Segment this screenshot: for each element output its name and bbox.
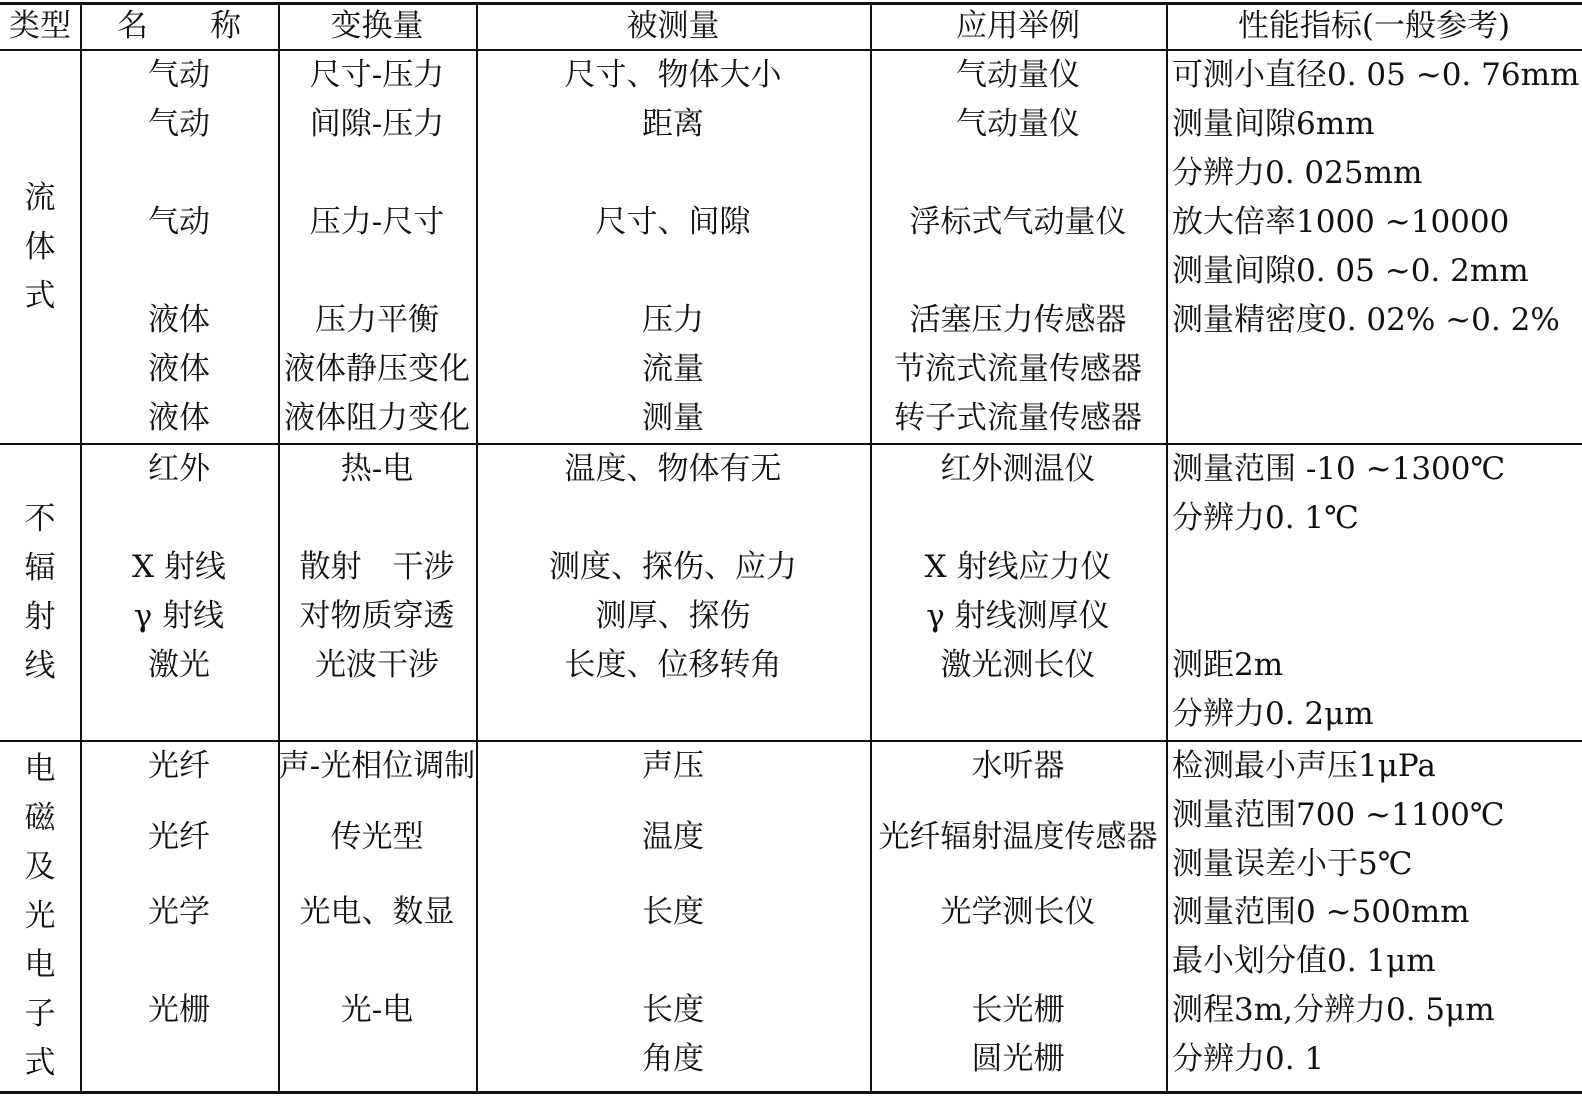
cell-performance: 分辨力0. 2μm (1172, 696, 1374, 732)
cell-name: 光栅 (148, 992, 210, 1028)
cell-transform: 热-电 (340, 451, 414, 487)
col-divider-5 (1166, 2, 1168, 1094)
cell-transform: 压力平衡 (315, 302, 439, 338)
cell-measured: 测厚、探伤 (595, 598, 751, 634)
cell-transform: 声-光相位调制 (278, 748, 476, 784)
cell-example: 光纤辐射温度传感器 (878, 819, 1158, 855)
cell-transform: 对物质穿透 (299, 598, 455, 634)
cell-name: γ 射线 (133, 598, 225, 634)
type-label-char: 线 (24, 647, 56, 684)
cell-example: γ 射线测厚仪 (926, 598, 1110, 634)
cell-name: 液体 (148, 302, 210, 338)
cell-measured: 压力 (642, 302, 704, 338)
type-label-char: 及 (24, 849, 56, 885)
cell-measured: 测度、探伤、应力 (549, 549, 797, 585)
cell-name: 光纤 (148, 819, 210, 855)
type-label-char: 子 (24, 996, 56, 1032)
cell-example: 转子式流量传感器 (894, 400, 1142, 436)
cell-performance: 测量间隙6mm (1172, 106, 1375, 142)
cell-performance: 测量范围700 ~1100℃ (1172, 797, 1505, 833)
cell-performance: 测距2m (1172, 647, 1284, 683)
type-label-char: 电 (24, 947, 56, 983)
cell-transform: 光-电 (340, 992, 414, 1028)
cell-name: 光纤 (148, 748, 210, 784)
cell-measured: 流量 (642, 351, 704, 387)
cell-example: 活塞压力传感器 (909, 302, 1127, 338)
cell-performance: 测量范围 -10 ~1300℃ (1172, 451, 1506, 487)
type-label-char: 体 (24, 228, 56, 265)
cell-performance: 可测小直径0. 05 ~0. 76mm (1172, 57, 1580, 93)
header-measured: 被测量 (626, 8, 720, 44)
cell-example: 气动量仪 (956, 106, 1080, 142)
cell-name: 液体 (148, 400, 210, 436)
cell-performance: 测量间隙0. 05 ~0. 2mm (1172, 253, 1529, 289)
cell-example: 节流式流量传感器 (894, 351, 1142, 387)
cell-performance: 检测最小声压1μPa (1172, 748, 1436, 784)
cell-measured: 距离 (642, 106, 704, 142)
cell-transform: 散射 干涉 (299, 549, 455, 585)
cell-example: 长光栅 (971, 992, 1065, 1028)
cell-example: 气动量仪 (956, 57, 1080, 93)
header-example: 应用举例 (956, 8, 1080, 44)
cell-example: 光学测长仪 (940, 894, 1096, 930)
cell-measured: 温度、物体有无 (564, 451, 782, 487)
cell-name: 气动 (148, 204, 210, 240)
cell-measured: 长度、位移转角 (564, 647, 782, 683)
cell-name: 气动 (148, 57, 210, 93)
cell-transform: 光波干涉 (315, 647, 439, 683)
cell-performance: 最小划分值0. 1μm (1172, 943, 1436, 979)
cell-example: X 射线应力仪 (924, 549, 1112, 585)
cell-example: 红外测温仪 (940, 451, 1096, 487)
header-type: 类型 (9, 8, 71, 44)
header-transform: 变换量 (330, 8, 424, 44)
type-label-char: 式 (24, 1045, 56, 1081)
cell-measured: 温度 (642, 819, 704, 855)
cell-transform: 尺寸-压力 (309, 57, 445, 93)
cell-name: 红外 (148, 451, 210, 487)
type-label-char: 不 (24, 500, 56, 537)
cell-example: 圆光栅 (971, 1041, 1065, 1077)
cell-name: 激光 (148, 647, 210, 683)
cell-measured: 声压 (642, 748, 704, 784)
type-label-char: 辐 (24, 549, 56, 586)
type-label-char: 光 (24, 898, 56, 934)
cell-performance: 分辨力0. 1 (1172, 1041, 1325, 1077)
cell-example: 水听器 (971, 748, 1065, 784)
cell-transform: 液体静压变化 (284, 351, 470, 387)
cell-performance: 分辨力0. 025mm (1172, 155, 1423, 191)
cell-example: 浮标式气动量仪 (909, 204, 1127, 240)
cell-performance: 测量范围0 ~500mm (1172, 894, 1470, 930)
cell-measured: 长度 (642, 894, 704, 930)
type-label-char: 流 (24, 179, 56, 216)
bottom-rule (0, 1091, 1582, 1094)
cell-measured: 长度 (642, 992, 704, 1028)
cell-transform: 间隙-压力 (309, 106, 445, 142)
type-label-char: 式 (24, 277, 56, 314)
type-label-char: 射 (24, 598, 56, 635)
cell-measured: 尺寸、物体大小 (564, 57, 782, 93)
cell-transform: 光电、数显 (299, 894, 455, 930)
cell-measured: 角度 (642, 1041, 704, 1077)
cell-performance: 测量精密度0. 02% ~0. 2% (1172, 302, 1560, 338)
cell-measured: 尺寸、间隙 (595, 204, 751, 240)
header-name: 名 称 (117, 8, 241, 44)
cell-name: 光学 (148, 894, 210, 930)
cell-measured: 测量 (642, 400, 704, 436)
cell-transform: 传光型 (330, 819, 424, 855)
type-label-char: 磁 (24, 800, 56, 836)
cell-name: 液体 (148, 351, 210, 387)
header-performance: 性能指标(一般参考) (1237, 8, 1511, 44)
cell-example: 激光测长仪 (940, 647, 1096, 683)
cell-transform: 压力-尺寸 (309, 204, 445, 240)
cell-performance: 分辨力0. 1℃ (1172, 500, 1359, 536)
cell-performance: 测程3m,分辨力0. 5μm (1172, 992, 1495, 1028)
type-label-char: 电 (24, 751, 56, 787)
cell-name: X 射线 (132, 549, 226, 585)
cell-performance: 放大倍率1000 ~10000 (1172, 204, 1510, 240)
cell-name: 气动 (148, 106, 210, 142)
cell-performance: 测量误差小于5℃ (1172, 846, 1413, 882)
cell-transform: 液体阻力变化 (284, 400, 470, 436)
